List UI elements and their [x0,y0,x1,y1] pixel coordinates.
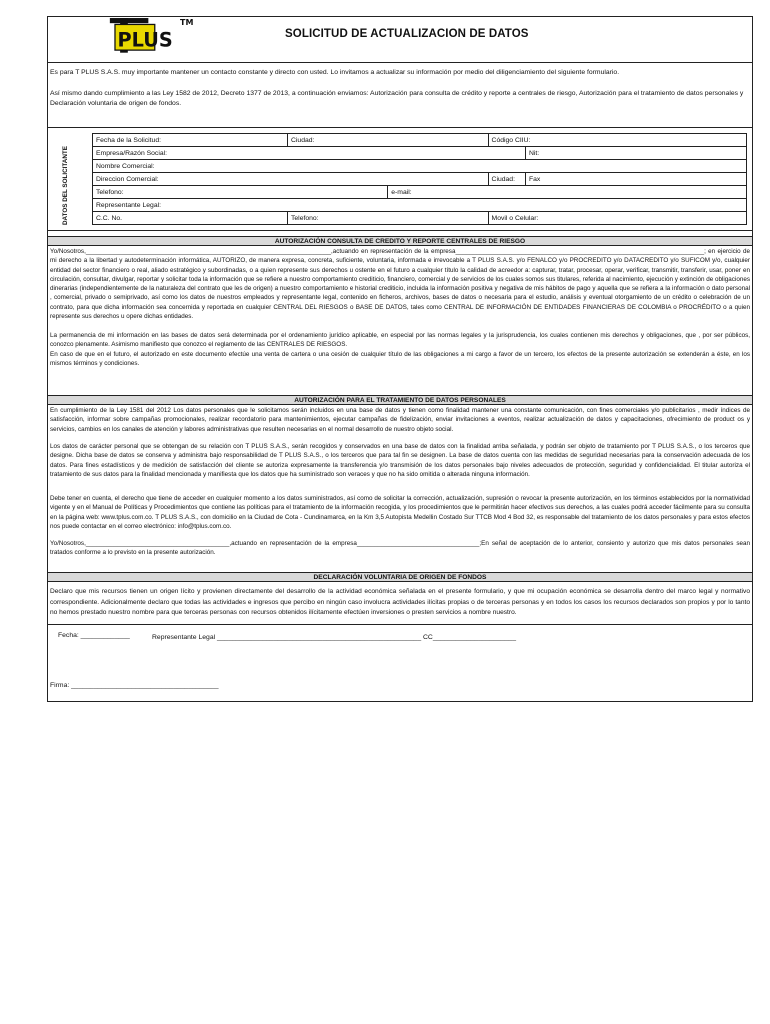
section-data-heading: AUTORIZACIÓN PARA EL TRATAMIENTO DE DATOS PERSONALES [47,395,753,405]
section-credit-p2: La permanencia de mi información en las bases de datos será determinada por el ordenamiento jurídico aplicable, en especial por las normas legales y la jurisprudencia, los cuales contienen mis derechos y obligaciones, que , por ser públicos, conozco plenamente. Asimismo manifiesto que conozco el reglamento de las CENTRALES DE RIESGOS. [50,332,750,349]
intro-paragraph-2: Así mismo dando cumplimiento a las Ley 1582 de 2012, Decreto 1377 de 2013, a continuación enviamos: Autorización para consulta de crédito y reporte a centrales de riesgo, Autorización para el tratamiento de datos personales y Declaración voluntaria de origen de fondos. [50,90,744,107]
ciiu-field[interactable]: Código CIIU: [488,134,746,147]
telefono-field[interactable]: Telefono: [93,186,388,199]
divider [47,127,753,128]
fax-field[interactable]: Fax [526,173,747,186]
nombre-comercial-field[interactable]: Nombre Comercial: [93,160,747,173]
section-credit-p3: En caso de que en el futuro, el autorizado en este documento efectúe una venta de cartera o una cesión de cualquier título de las obligaciones a mi cargo a favor de un tercero, los efectos de la presente autorización se extenderán a éste, en los mismos términos y condiciones. [50,351,750,368]
fecha-field[interactable]: Fecha de la Solicitud: [93,134,288,147]
divider [47,624,753,625]
signature-representante[interactable]: Representante Legal ______________________________________________________ CC______________________ [152,634,516,641]
logo-trademark: TM [180,18,194,27]
section-funds-p1: Declaro que mis recursos tienen un origen lícito y provienen directamente del desarrollo de la actividad económica señalada en el presente formulario, y que mi ocupación económica se desarrolla dentro del marco legal y normativo correspondiente. Adicionalmente declaro que todas las actividades e ingresos que percibo en ningún caso involucra actividades ilícitas propias o de terceras personas y en todos los casos los recursos declarados son propios y por lo tanto no hemos prestado nuestro nombre para que terceras personas con recursos obtenidos ilícitamente efectúen inversiones o presten servicios a nombre nuestro. [50,588,750,616]
section-data-p2: Los datos de carácter personal que se obtengan de su relación con T PLUS S.A.S., serán recogidos y conservados en una base de datos con la finalidad arriba señalada, y podrán ser objeto de tratamiento por T PLUS S.A.S., o los terceros que designe. Dicha base de datos se conserva y administra bajo responsabilidad de T PLUS S.A.S., o los terceros que para tal fin se designen. La base de datos cuenta con las medidas de seguridad necesarias para la conservación adecuada de los datos. Para fines estadísticos y de medición de satisfacción del cliente se autoriza expresamente la transferencia y/o transmisión de los datos personales bajo niveles adecuados de protección, seguridad y confidencialidad. El titular autoriza el tratamiento de sus datos para la finalidad mencionada y manifiesta que los datos que ha suministrado son veraces y que no ha sido omitida o alterada ninguna información. [50,443,750,478]
movil-field[interactable]: Movil o Celular: [488,212,746,225]
direccion-field[interactable]: Direccion Comercial: [93,173,489,186]
section-credit-p1: Yo/Nosotros,______________________________________________________________________,actuando en representación de la empresa_______________________________________________________________________; en ejercicio de mi derecho a la libertad y autodeterminación informática, AUTORIZO, de manera expresa, concreta, suficiente, voluntaria, informada e irrevocable a T PLUS S.A.S. y/o FENALCO y/o PROCREDITO y/o DATACREDITO y/o SUFICOM y/o, cualquier entidad del sector financiero o real, aliado estratégico y subordinadas, o a quien represente sus derechos u ostente en el futuro a cualquier título la calidad de acreedor a: capturar, tratar, procesar, operar, verificar, transmitir, transferir, usar, poner en circulación, consultar, divulgar, reportar y solicitar toda la información que se refiere a nuestro comportamiento crediticio, financiero, comercial y de servicios de los cuales somos sus titulares, referida al nacimiento, ejecución y extinción de obligaciones dinerarias (independientemente de la naturaleza del contrato que les de origen) a nuestro comportamiento e historial crediticio, incluida la información positiva y negativa de mis hábitos de pago y aquella que se refiera a la información o dato personal , comercial, privado o semiprivado, así como los datos de nuestros empleados y representante legal, contenido en ficheros, archivos, bases de datos o necesaria para el estudio, análisis y eventual otorgamiento de un crédito o celebración de un contrato, para que dicha información sea concernida y reportada en cualquier CENTRAL DEL RIESGOS o BASE DE DATOS, tales como CENTRAL DE INFORMACIÓN DE ENTIDADES FINANCIERAS DE COLOMBIA o PROCRÉDITO o a quien represente sus derechos u opere dichas entidades. [50,248,750,321]
section-data-p1: En cumplimiento de la Ley 1581 del 2012 Los datos personales que le solicitamos serán incluidos en una base de datos y tienen como finalidad mantener una constante comunicación, con fines comerciales y/o publicitarios , medir índices de satisfacción, informar sobre campañas promocionales, realizar recordatorio para mantenimientos, ejecutar campañas de fidelización, enviar invitaciones a eventos, realizar actualización de datos y capacitaciones, ofrecimiento de product os y servicios, cambios en los canales de atención y labores administrativas que resulten necesarias en el normal desarrollo de nuestro objeto social. [50,407,750,433]
ciudad-field[interactable]: Ciudad: [288,134,489,147]
divider [47,230,753,231]
intro-paragraph-1: Es para T PLUS S.A.S. muy importante mantener un contacto constante y directo con usted. Lo invitamos a actualizar su información por medio del diligenciamiento del siguiente formulario. [50,69,620,76]
tplus-logo [106,8,192,64]
email-field[interactable]: e-mail: [388,186,747,199]
cc-field[interactable]: C.C. No. [93,212,288,225]
section-funds-heading: DECLARACIÓN VOLUNTARIA DE ORIGEN DE FONDOS [47,572,753,582]
representante-field[interactable]: Representante Legal: [93,199,747,212]
applicant-table [92,133,747,225]
signature-fecha[interactable]: Fecha: _____________ [58,632,130,639]
empresa-field[interactable]: Empresa/Razón Social: [93,147,526,160]
signature-firma[interactable]: Firma: _______________________________________ [50,682,219,689]
section-data-p3: Debe tener en cuenta, el derecho que tiene de acceder en cualquier momento a los datos suministrados, así como de solicitar la corrección, actualización, supresión o revocar la presente autorización, en los términos establecidos por la normatividad vigente y en el Manual de Políticas y Procedimientos que contiene las políticas para el tratamiento de la información recogida, y los procedimientos que le permitirán hacer efectivos sus derechos, a las cuales podrá acceder fácilmente para su consulta en la página web: www.tplus.com.co. T PLUS S.A.S., con domicilio en la Ciudad de Cota - Cundinamarca, en la Km 3,5 Autopista Medellin Costado Sur TTCB Mod 4 Bod 32, es responsable del tratamiento de los datos personales y para estos efectos nos puede contactar en el correo electrónico: info@tplus.com.co. [50,495,750,530]
applicant-section-label: DATOS DEL SOLICITANTE [62,146,69,225]
logo-text: PLUS [117,28,173,52]
page-title: SOLICITUD DE ACTUALIZACION DE DATOS [285,28,529,40]
divider [47,62,753,63]
ciudad2-field[interactable]: Ciudad: [488,173,525,186]
section-data-p4: Yo/Nosotros,_________________________________________,actuando en representación de la empresa___________________________________;En señal de aceptación de lo anterior, consiento y autorizo que mis datos personales sean tratados conforme a lo previsto en la presente autorización. [50,540,750,557]
nit-field[interactable]: Nit: [526,147,747,160]
telefono2-field[interactable]: Telefono: [288,212,489,225]
section-credit-heading: AUTORIZACIÓN CONSULTA DE CREDITO Y REPORTE CENTRALES DE RIESGO [47,236,753,246]
